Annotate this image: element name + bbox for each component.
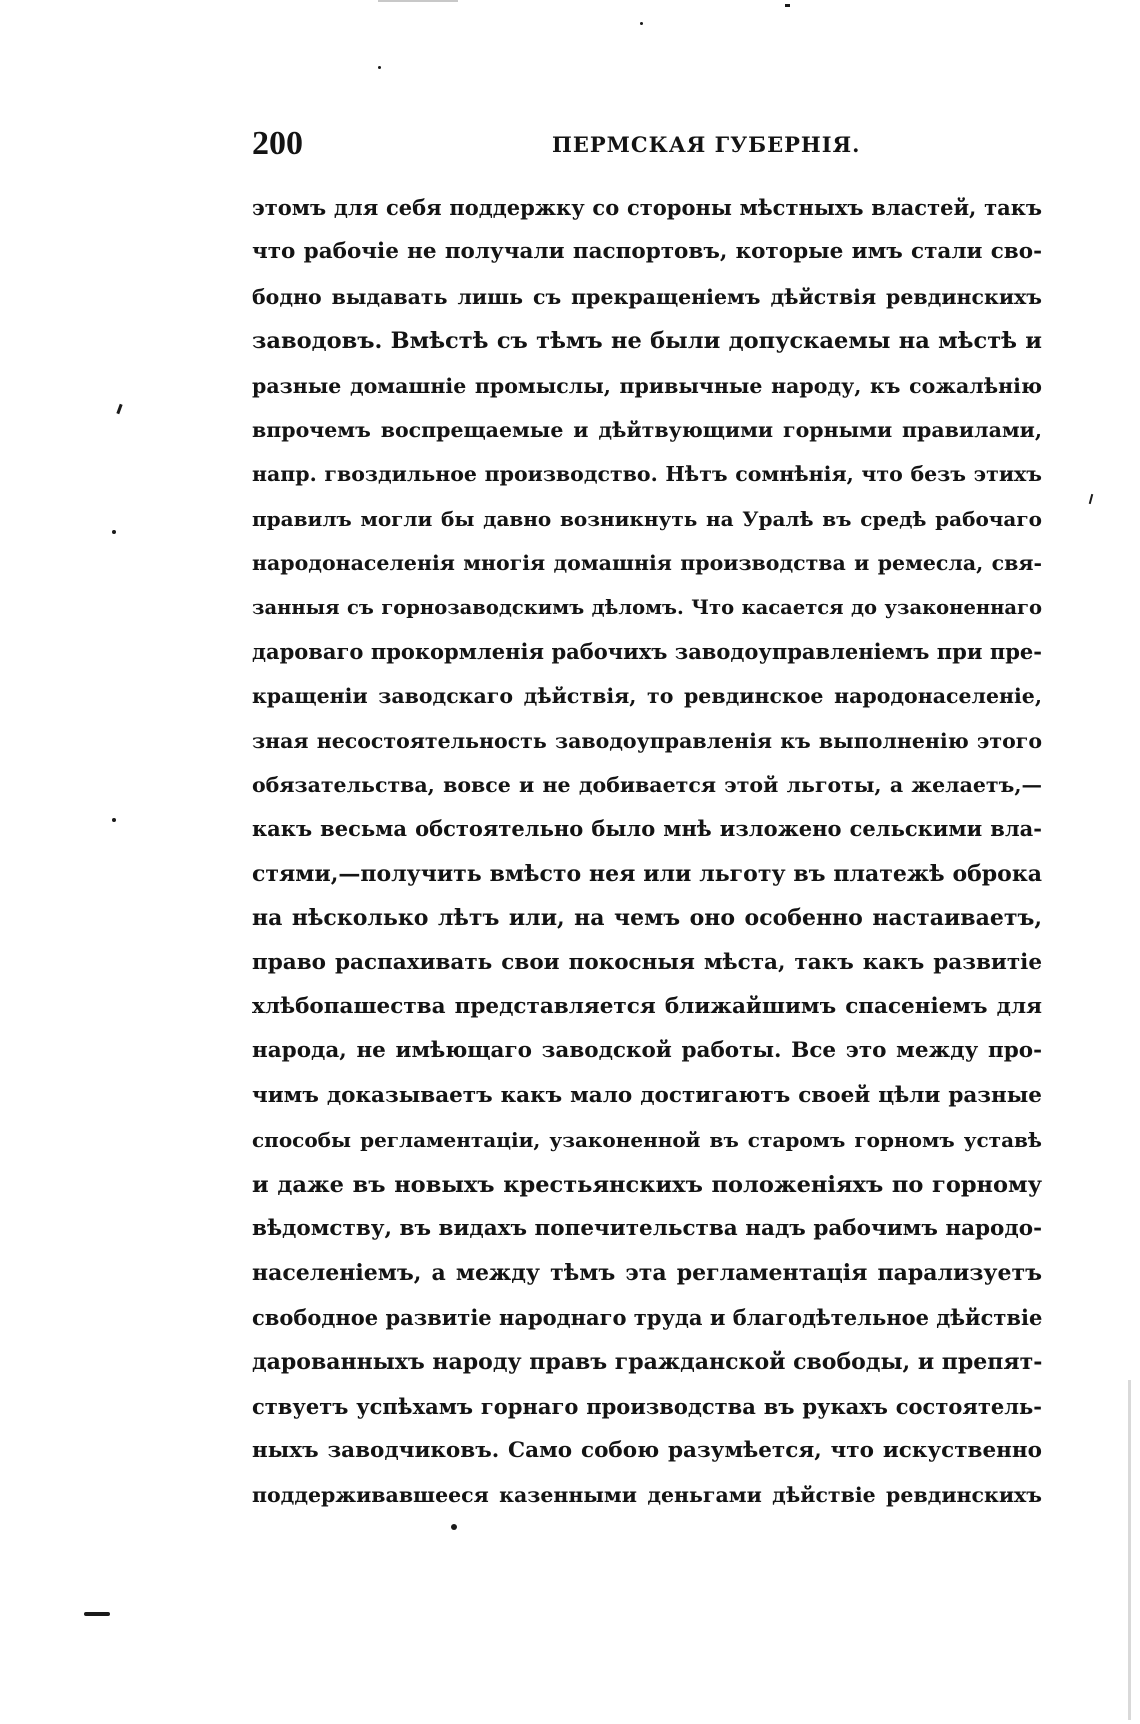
scan-speck — [112, 530, 116, 534]
body-text — [252, 186, 1042, 1518]
top-edge-rule — [378, 0, 458, 2]
text-line: населеніемъ, а между тѣмъ эта регламентація парализуетъ — [252, 1260, 1042, 1287]
text-line: ствуетъ успѣхамъ горнаго производства въ рукахъ состоятель- — [252, 1393, 1042, 1419]
scan-edge-line — [1128, 1380, 1131, 1720]
text-line: вѣдомству, въ видахъ попечительства надъ рабочимъ народо- — [252, 1215, 1042, 1241]
page-header — [252, 124, 1042, 164]
text-line: бодно выдавать лишь съ прекращеніемъ дѣйствія ревдинскихъ — [252, 284, 1042, 309]
text-line: что рабочіе не получали паспортовъ, которые имъ стали сво- — [252, 239, 1042, 265]
scan-speck — [378, 66, 381, 69]
text-line: правилъ могли бы давно возникнуть на Уралѣ въ средѣ рабочаго — [252, 506, 1042, 531]
text-line: какъ весьма обстоятельно было мнѣ изложено сельскими вла- — [252, 816, 1042, 842]
page-number: 200 — [252, 125, 303, 162]
scan-speck — [451, 1524, 457, 1530]
text-line: впрочемъ воспрещаемые и дѣйтвующими горными правилами, — [252, 417, 1042, 442]
scan-speck — [116, 404, 122, 414]
running-head: ПЕРМСКАЯ ГУБЕРНІЯ. — [552, 132, 861, 157]
text-line: этомъ для себя поддержку со стороны мѣстныхъ властей, такъ — [252, 195, 1042, 220]
scan-speck — [1089, 494, 1094, 504]
text-line: стями,—получить вмѣсто нея или льготу въ платежѣ оброка — [252, 860, 1042, 887]
text-line: способы регламентаціи, узаконенной въ старомъ горномъ уставѣ — [252, 1128, 1042, 1153]
scan-speck — [785, 4, 790, 7]
text-line: кращеніи заводскаго дѣйствія, то ревдинское народонаселеніе, — [252, 684, 1042, 709]
text-line: разные домашніе промыслы, привычные народу, къ сожалѣнію — [252, 373, 1042, 398]
text-line: зная несостоятельность заводоуправленія къ выполненію этого — [252, 728, 1042, 753]
text-line: свободное развитіе народнаго труда и благодѣтельное дѣйствіе — [252, 1304, 1043, 1330]
text-line: право распахивать свои покосныя мѣста, такъ какъ развитіе — [252, 949, 1042, 975]
text-line: и даже въ новыхъ крестьянскихъ положеніяхъ по горному — [252, 1171, 1042, 1198]
text-line: на нѣсколько лѣтъ или, на чемъ оно особенно настаиваетъ, — [252, 905, 1042, 932]
text-line: ныхъ заводчиковъ. Само собою разумѣется, что искуственно — [252, 1437, 1042, 1463]
text-line: народонаселенія многія домашнія производства и ремесла, свя- — [252, 551, 1042, 576]
text-line: обязательства, вовсе и не добивается этой льготы, а желаетъ,— — [252, 773, 1042, 798]
text-line: поддерживавшееся казенными деньгами дѣйствіе ревдинскихъ — [252, 1483, 1042, 1508]
stray-ink-mark — [84, 1612, 110, 1616]
scan-speck — [640, 22, 643, 25]
text-line: дарованныхъ народу правъ гражданской свободы, и препят- — [252, 1349, 1043, 1376]
text-line: чимъ доказываетъ какъ мало достигаютъ своей цѣли разные — [252, 1082, 1042, 1108]
text-line: хлѣбопашества представляется ближайшимъ спасеніемъ для — [252, 994, 1042, 1020]
scan-speck — [112, 818, 116, 822]
text-line: занныя съ горнозаводскимъ дѣломъ. Что касается до узаконеннаго — [252, 595, 1042, 619]
text-line: заводовъ. Вмѣстѣ съ тѣмъ не были допускаемы на мѣстѣ и — [252, 328, 1042, 355]
text-line: дароваго прокормленія рабочихъ заводоуправленіемъ при пре- — [252, 638, 1042, 664]
text-line: народа, не имѣющаго заводской работы. Все это между про- — [252, 1038, 1042, 1064]
text-line: напр. гвоздильное производство. Нѣтъ сомнѣнія, что безъ этихъ — [252, 462, 1042, 487]
